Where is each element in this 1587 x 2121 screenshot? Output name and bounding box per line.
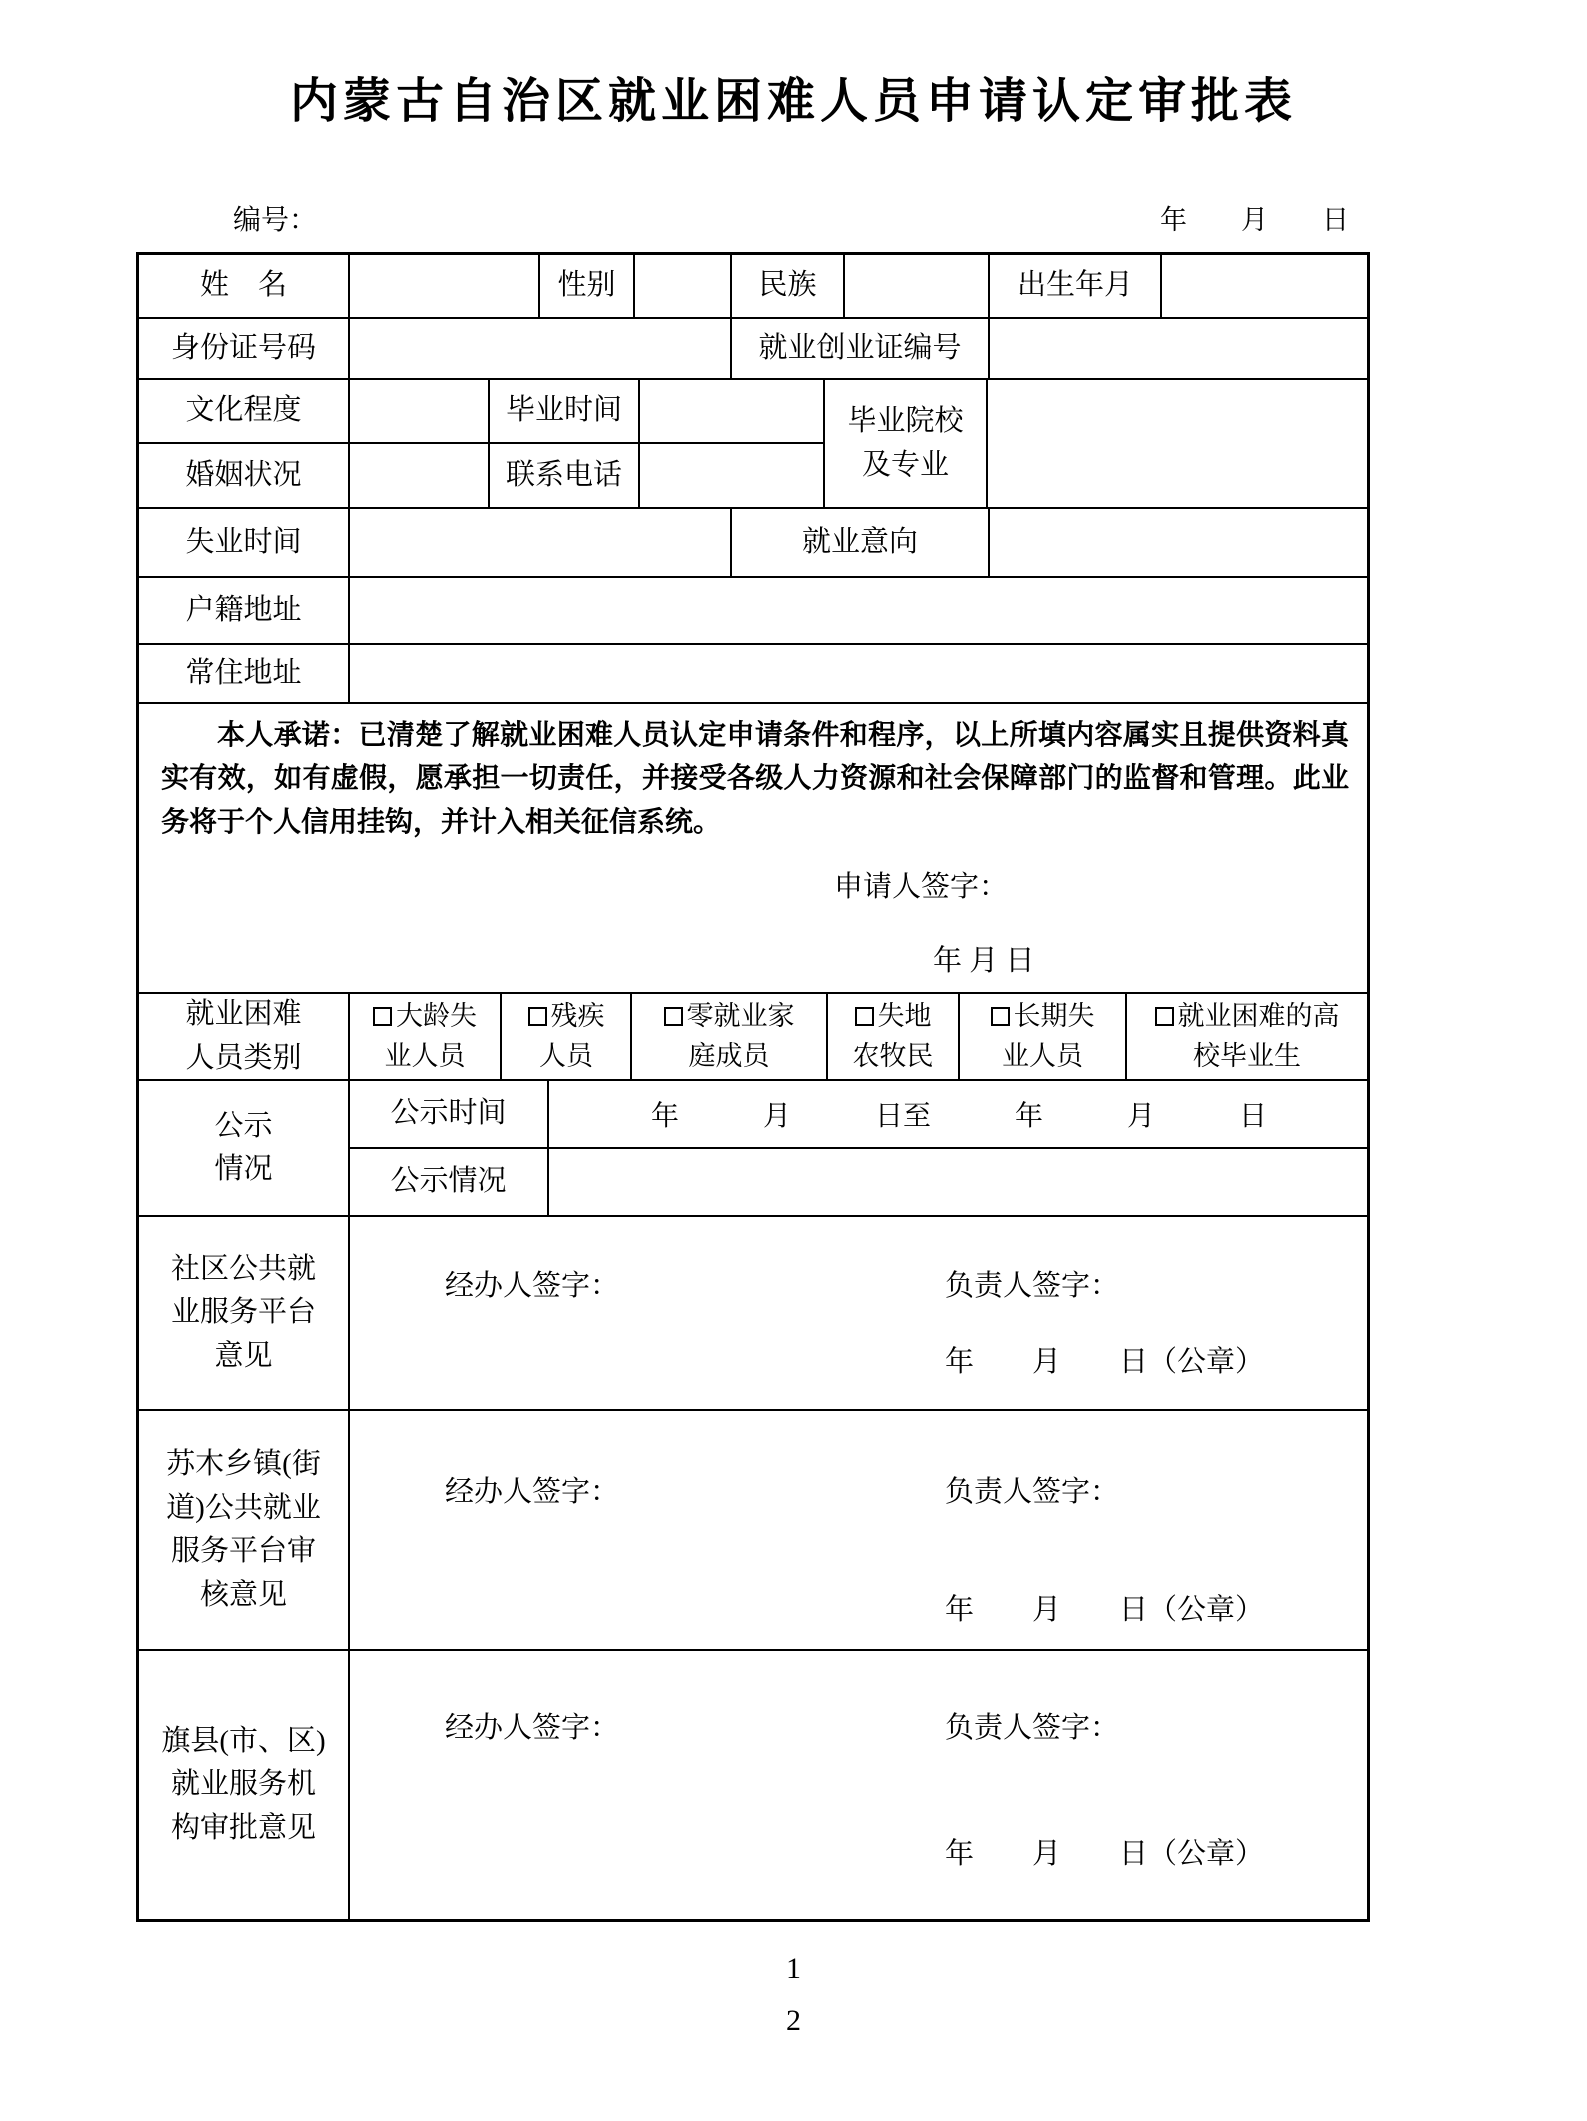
graduation-time-value [638, 380, 823, 442]
checkbox-icon [664, 1007, 683, 1026]
approval-date-seal-line: 年 月 日（公章） [945, 1838, 1265, 1870]
school-major-value [986, 380, 1367, 507]
form-table [136, 252, 1370, 1922]
ethnicity-value [843, 255, 988, 317]
category-option-landless-farmer: 失地 农牧民 [826, 994, 958, 1079]
approval-county-content [348, 1651, 1367, 1919]
publicity-time-value: 年 月 日至 年 月 日 [547, 1081, 1369, 1147]
checkbox-icon [528, 1007, 547, 1026]
row-approval-community [139, 1215, 1367, 1409]
handler-signature-label: 经办人签字： [445, 1476, 620, 1508]
education-subgrid [139, 380, 823, 507]
approval-community-label: 社区公共就 业服务平台 意见 [170, 1252, 316, 1372]
row-basic-info [139, 255, 1367, 317]
page-title: 内蒙古自治区就业困难人员申请认定审批表 [289, 75, 1297, 128]
category-option-zero-employment-family: 零就业家 庭成员 [630, 994, 826, 1079]
employment-intention-value [988, 509, 1367, 576]
handler-signature-label: 经办人签字： [445, 1270, 620, 1302]
manager-signature-label: 负责人签字： [945, 1270, 1120, 1302]
household-address-label: 户籍地址 [185, 593, 302, 626]
row-declaration [139, 702, 1367, 992]
approval-township-content [348, 1411, 1367, 1649]
page-number-1: 1 [786, 1952, 801, 1985]
approval-county-label: 旗县(市、区) 就业服务机 构审批意见 [161, 1724, 326, 1844]
row-residence-address [139, 643, 1367, 702]
birth-date-value [1160, 255, 1367, 317]
education-value [348, 380, 488, 442]
checkbox-icon [1155, 1007, 1174, 1026]
row-publicity [139, 1079, 1367, 1215]
approval-date-seal-line: 年 月 日（公章） [945, 1594, 1265, 1626]
employment-intention-label: 就业意向 [730, 509, 988, 576]
row-category [139, 992, 1367, 1079]
header-date-line: 年 月 日 [1160, 205, 1349, 235]
row-household-address [139, 576, 1367, 643]
category-option-long-term-unemployed: 长期失 业人员 [958, 994, 1125, 1079]
publicity-time-label: 公示时间 [390, 1097, 507, 1130]
row-approval-county [139, 1649, 1367, 1919]
page-number-2: 2 [786, 2004, 801, 2037]
school-major-label: 毕业院校 及专业 [823, 380, 986, 507]
approval-township-label: 苏木乡镇(街 道)公共就业 服务平台审 核意见 [166, 1448, 321, 1611]
serial-number-label: 编号： [233, 205, 318, 236]
category-option-graduate: 就业困难的高 校毕业生 [1125, 994, 1367, 1079]
row-approval-township [139, 1409, 1367, 1649]
applicant-date-line: 年 月 日 [933, 945, 1035, 977]
category-option-disabled: 残疾 人员 [500, 994, 630, 1079]
education-label: 文化程度 [185, 394, 302, 427]
category-label: 就业困难 人员类别 [185, 998, 302, 1074]
category-option-older-unemployed: 大龄失 业人员 [348, 994, 500, 1079]
checkbox-icon [991, 1007, 1010, 1026]
marital-status-value [348, 444, 488, 507]
ethnicity-label: 民族 [730, 255, 843, 317]
row-education-block [139, 378, 1367, 507]
gender-value [633, 255, 730, 317]
handler-signature-label: 经办人签字： [445, 1712, 620, 1744]
publicity-status-value [547, 1149, 1369, 1215]
checkbox-icon [373, 1007, 392, 1026]
manager-signature-label: 负责人签字： [945, 1712, 1120, 1744]
row-unemployment [139, 507, 1367, 576]
publicity-subgrid [348, 1081, 1367, 1215]
unemployment-time-label: 失业时间 [185, 525, 302, 558]
approval-date-seal-line: 年 月 日（公章） [945, 1346, 1265, 1378]
employment-cert-label: 就业创业证编号 [730, 319, 988, 378]
contact-phone-value [638, 444, 823, 507]
declaration-text: 本人承诺：已清楚了解就业困难人员认定申请条件和程序，以上所填内容属实且提供资料真实有效，如有虚假，愿承担一切责任，并接受各级人力资源和社会保障部门的监督和管理。此业务将于个人信用挂钩，并计入相关征信系统。 [161, 720, 1349, 838]
birth-date-label: 出生年月 [988, 255, 1160, 317]
graduation-time-label: 毕业时间 [488, 380, 638, 442]
residence-address-label: 常住地址 [185, 656, 302, 689]
name-value [348, 255, 538, 317]
publicity-status-label: 公示情况 [390, 1165, 507, 1198]
marital-status-label: 婚姻状况 [185, 458, 302, 491]
id-number-value [348, 319, 730, 378]
approval-community-content [348, 1217, 1367, 1409]
checkbox-icon [855, 1007, 874, 1026]
household-address-value [348, 578, 1367, 643]
manager-signature-label: 负责人签字： [945, 1476, 1120, 1508]
gender-label: 性别 [538, 255, 633, 317]
contact-phone-label: 联系电话 [488, 444, 638, 507]
residence-address-value [348, 645, 1367, 702]
declaration-cell [139, 704, 1367, 992]
name-label: 姓 名 [199, 269, 287, 302]
publicity-label: 公示 情况 [214, 1109, 273, 1185]
applicant-signature-label: 申请人签字： [834, 871, 1009, 903]
unemployment-time-value [348, 509, 730, 576]
employment-cert-value [988, 319, 1367, 378]
row-id-info [139, 317, 1367, 378]
id-number-label: 身份证号码 [170, 331, 316, 364]
